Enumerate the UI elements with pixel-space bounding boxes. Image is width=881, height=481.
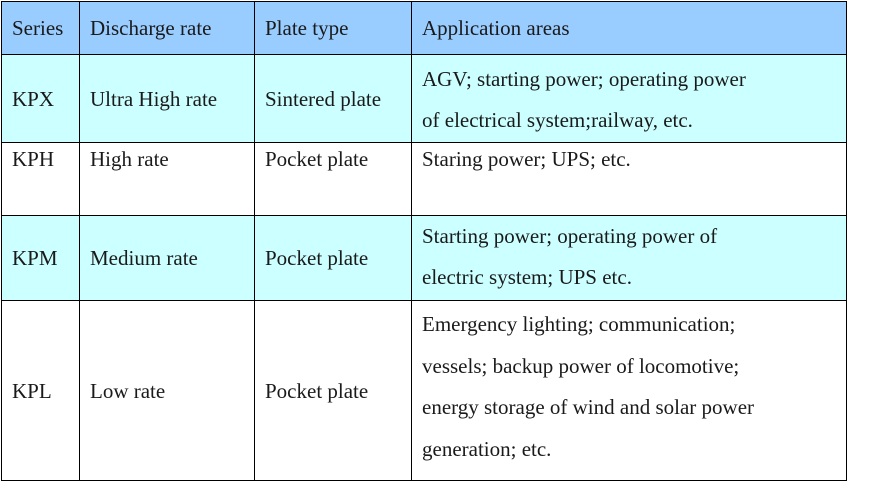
table-row-kpx (2, 55, 847, 143)
header-application-areas: Application areas (412, 2, 847, 55)
header-discharge-rate: Discharge rate (80, 2, 255, 55)
application-areas-cell (412, 301, 847, 481)
application-areas-cell (412, 143, 847, 216)
plate-type-cell: Pocket plate (255, 143, 412, 216)
header-series: Series (2, 2, 80, 55)
header-plate-type: Plate type (255, 2, 412, 55)
battery-series-table (1, 1, 847, 481)
application-line: vessels; backup power of locomotive; (422, 353, 740, 378)
series-cell: KPM (2, 216, 80, 301)
application-line: AGV; starting power; operating power (422, 67, 746, 91)
plate-type-cell: Sintered plate (255, 55, 412, 143)
table-row-kpl (2, 301, 847, 481)
discharge-rate-cell: Low rate (80, 301, 255, 481)
application-line: of electrical system;railway, etc. (422, 107, 693, 132)
application-line: energy storage of wind and solar power (422, 395, 755, 419)
plate-type-cell: Pocket plate (255, 301, 412, 481)
series-cell: KPX (2, 55, 80, 143)
discharge-rate-cell: Ultra High rate (80, 55, 255, 143)
application-line: Emergency lighting; communication; (422, 312, 736, 336)
application-areas-cell (412, 216, 847, 301)
series-cell: KPH (2, 143, 80, 216)
series-cell: KPL (2, 301, 80, 481)
application-line: generation; etc. (422, 436, 552, 461)
application-line: Staring power; UPS; etc. (422, 147, 631, 171)
application-line: Starting power; operating power of (422, 224, 718, 248)
application-areas-cell (412, 55, 847, 143)
table-row-kph (2, 143, 847, 216)
plate-type-cell: Pocket plate (255, 216, 412, 301)
discharge-rate-cell: Medium rate (80, 216, 255, 301)
table-header-row (2, 2, 847, 55)
application-line: electric system; UPS etc. (422, 264, 632, 289)
discharge-rate-cell: High rate (80, 143, 255, 216)
table-row-kpm (2, 216, 847, 301)
